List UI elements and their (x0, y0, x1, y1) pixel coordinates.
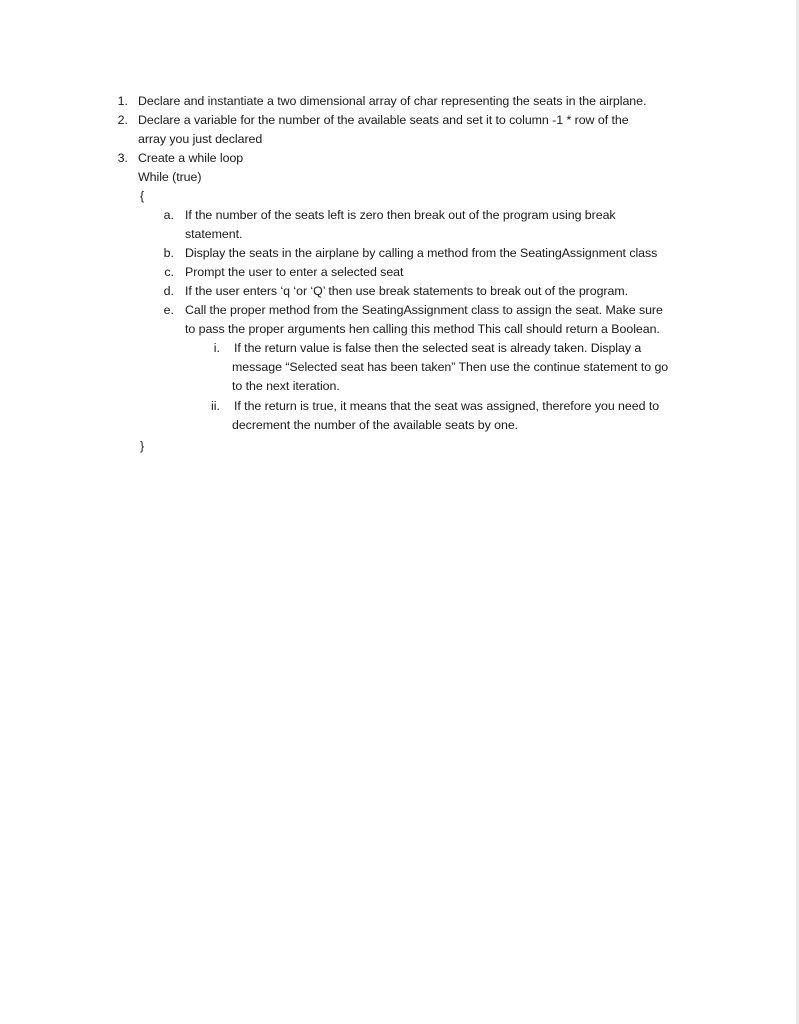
step-2-marker: 2. (117, 113, 128, 127)
substep-e-text-line-2: to pass the proper arguments hen calling this method This call should return a Boolean. (185, 322, 660, 336)
substep-e-text-line-1: Call the proper method from the SeatingAssignment class to assign the seat. Make sure (185, 303, 663, 317)
step-1-text: Declare and instantiate a two dimensional array of char representing the seats in the airplane. (138, 94, 647, 108)
subsubstep-ii-marker: ii. (211, 399, 220, 413)
substep-a-text-line-2: statement. (185, 227, 243, 241)
substep-b-marker: b. (163, 246, 174, 260)
substep-a-text-line-1: If the number of the seats left is zero then break out of the program using break (185, 208, 616, 222)
substep-b-text: Display the seats in the airplane by calling a method from the SeatingAssignment class (185, 246, 658, 260)
subsubstep-i-text-line-3: to the next iteration. (232, 379, 340, 393)
substep-a-marker: a. (163, 208, 174, 222)
step-3-text-line-1: Create a while loop (138, 151, 244, 165)
step-1-marker: 1. (117, 94, 128, 108)
step-3-text-line-2: While (true) (138, 170, 202, 184)
subsubstep-i-text-line-1: If the return value is false then the selected seat is already taken. Display a (234, 341, 642, 355)
substep-d-marker: d. (163, 284, 174, 298)
step-2-text-line-2: array you just declared (138, 132, 263, 146)
substep-e-marker: e. (163, 303, 174, 317)
subsubstep-i-text-line-2: message “Selected seat has been taken” Then use the continue statement to go (232, 360, 669, 374)
step-3-marker: 3. (117, 151, 128, 165)
subsubstep-i-marker: i. (213, 341, 220, 355)
substep-d-text: If the user enters ‘q ‘or ‘Q’ then use break statements to break out of the program. (185, 284, 629, 298)
subsubstep-ii-text-line-1: If the return is true, it means that the seat was assigned, therefore you need to (234, 399, 660, 413)
substep-c-marker: c. (164, 265, 174, 279)
subsubstep-ii-text-line-2: decrement the number of the available seats by one. (232, 418, 519, 432)
close-brace: } (140, 439, 145, 453)
step-2-text-line-1: Declare a variable for the number of the available seats and set it to column -1 * row of the (138, 113, 629, 127)
open-brace: { (140, 189, 145, 203)
substep-c-text: Prompt the user to enter a selected seat (185, 265, 404, 279)
